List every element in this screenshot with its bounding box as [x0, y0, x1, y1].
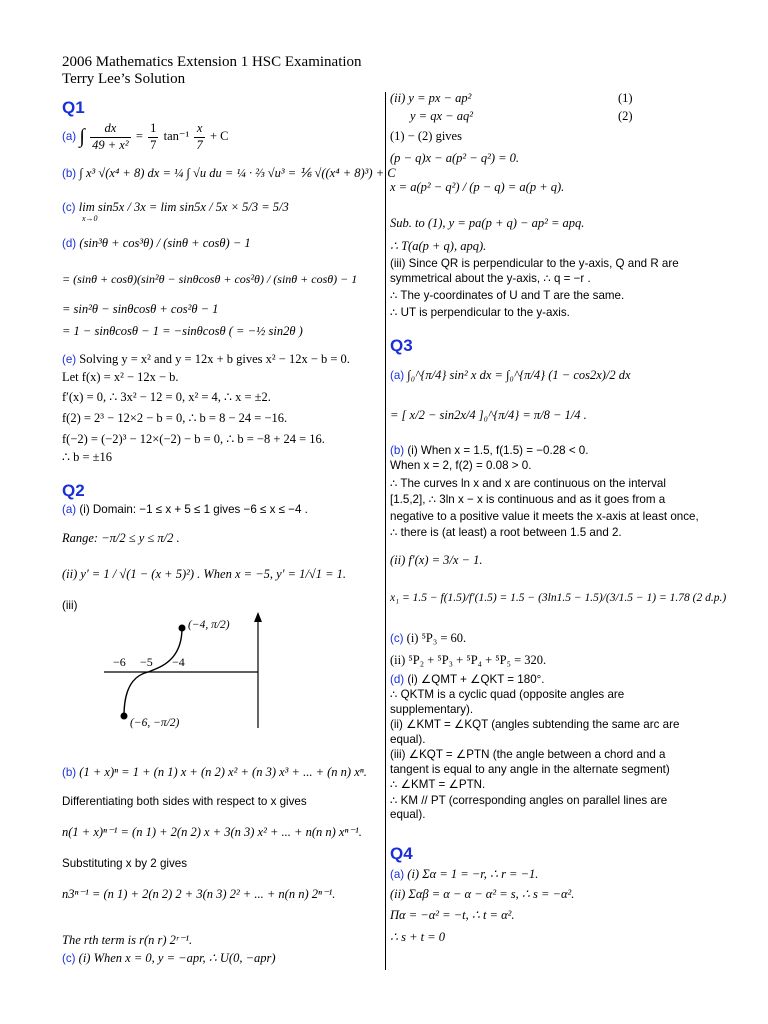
q1-d-line-4: = 1 − sinθcosθ − 1 = −sinθcosθ ( = −½ sin2θ ) [62, 324, 303, 338]
point-label-top: (−4, π/2) [188, 619, 230, 631]
q1-d-line-3: = sin²θ − sinθcosθ + cos²θ − 1 [62, 302, 219, 316]
q3-d-line-7: tangent is equal to any angle in the alternate segment) [390, 762, 670, 776]
q3-b-line-7: (ii) f′(x) = 3/x − 1. [390, 552, 483, 567]
q3-a-line-2: = [ x/2 − sin2x/4 ]₀^{π/4} = π/8 − 1/4 . [390, 407, 587, 422]
header-author: Terry Lee’s Solution [62, 71, 186, 88]
document-header [62, 54, 362, 89]
q3-part-b [390, 444, 726, 605]
q1-a-den: 49 + x² [92, 137, 129, 152]
q1-a-coef-den: 7 [150, 137, 157, 152]
q1-c-limit-subscript: x→0 [82, 214, 98, 223]
q1-a-arg-den: 7 [196, 137, 203, 152]
equation-tag-1: (1) [618, 91, 633, 105]
q3-b-line-5: negative to a positive value it meets the x-axis at least once, [390, 509, 699, 523]
q1-a-label: (a) [62, 130, 77, 144]
q2-part-c [62, 951, 276, 967]
q1-a-coef-num: 1 [148, 121, 158, 138]
q1-e-line-1: Solving y = x² and y = 12x + b gives x² − 12x − b = 0. [76, 352, 350, 366]
q1-b-label: (b) [62, 167, 77, 180]
q1-e-line-4: f(2) = 2³ − 12×2 − b = 0, ∴ b = 8 − 24 = −16. [62, 410, 288, 425]
q1-part-b [62, 166, 396, 182]
q2-b-line-4: Substituting x by 2 gives [62, 856, 188, 870]
q2-c-iii-line-2: symmetrical about the y-axis, ∴ q = −r . [390, 271, 591, 285]
q2-c-line-1: (i) When x = 0, y = −apr, ∴ U(0, −apr) [75, 951, 276, 965]
q4-a-line-3: Πα = −α² = −t, ∴ t = α². [390, 908, 515, 923]
q3-b-line-6: ∴ there is (at least) a root between 1.5 and 2. [390, 526, 622, 540]
q2-a-line-2: Range: −π/2 ≤ y ≤ π/2 . [62, 531, 180, 546]
q3-part-c [390, 631, 546, 668]
q2-a-label: (a) [62, 503, 77, 516]
q3-b-line-2: When x = 2, f(2) = 0.08 > 0. [390, 459, 532, 473]
q1-e-line-3: f′(x) = 0, ∴ 3x² − 12 = 0, x² = 4, ∴ x = ±2. [62, 390, 271, 405]
q2-b-line-2: Differentiating both sides with respect to x gives [62, 794, 307, 808]
q2-b-line-1: (1 + x)ⁿ = 1 + (n 1) x + (n 2) x² + (n 3) x³ + ... + (n n) xⁿ. [76, 765, 367, 779]
q1-part-a [62, 121, 228, 153]
q3-b-line-3: ∴ The curves ln x and x are continuous on the interval [390, 476, 666, 490]
q1-e-line-2: Let f(x) = x² − 12x − b. [62, 369, 179, 384]
q2-c-ii-line-3: (1) − (2) gives [390, 129, 462, 143]
q3-d-line-1: (i) ∠QMT + ∠QKT = 180°. [404, 673, 545, 686]
q3-d-line-8: ∴ ∠KMT = ∠PTN. [390, 778, 486, 792]
q3-c-line-1: (i) ⁵P₃ = 60. [403, 631, 467, 645]
q4-heading: Q4 [390, 844, 413, 863]
q2-b-label: (b) [62, 766, 77, 779]
q3-heading: Q3 [390, 336, 413, 355]
x-tick-neg6: −6 [113, 655, 126, 669]
q1-d-label: (d) [62, 237, 77, 250]
endpoint-bottom [121, 713, 128, 720]
q1-a-coef [148, 121, 158, 153]
q2-c-continued [390, 91, 720, 320]
q2-c-iii-line-4: ∴ UT is perpendicular to the y-axis. [390, 305, 570, 319]
q4-part-a [390, 867, 574, 946]
q3-b-line-8: x₁ = 1.5 − f(1.5)/f′(1.5) = 1.5 − (3ln1.5 − 1.5)/(3/1.5 − 1) = 1.78 (2 d.p.) [390, 591, 727, 604]
q1-b-expression: ∫ x³ √(x⁴ + 8) dx = ¼ ∫ √u du = ¼ · ⅔ √u³ = ⅙ √((x⁴ + 8)³) + C [79, 166, 396, 180]
q2-b-line-6: The rth term is r(n r) 2ʳ⁻¹. [62, 932, 193, 947]
point-label-bottom: (−6, −π/2) [130, 717, 180, 729]
q3-d-line-4: (ii) ∠KMT = ∠KQT (angles subtending the same arc are [390, 718, 680, 732]
q2-c-ii-line-5: x = a(p² − q²) / (p − q) = a(p + q). [390, 180, 565, 195]
q3-d-label: (d) [390, 673, 405, 686]
q1-part-d [62, 236, 251, 252]
q2-part-b [62, 765, 367, 948]
q2-part-a [62, 503, 346, 613]
q3-d-line-6: (iii) ∠KQT = ∠PTN (the angle between a chord and a [390, 748, 666, 762]
endpoint-top [179, 625, 186, 632]
q1-e-line-5: f(−2) = (−2)³ − 12×(−2) − b = 0, ∴ b = −8 + 24 = 16. [62, 431, 325, 446]
q1-a-arg-num: x [194, 121, 204, 138]
q3-c-line-2: (ii) ⁵P₂ + ⁵P₃ + ⁵P₄ + ⁵P₅ = 320. [390, 652, 547, 667]
q3-a-label: (a) [390, 369, 405, 382]
arcsin-graph [100, 610, 350, 740]
q2-c-ii-line-2: y = qx − aq² [410, 109, 473, 123]
q1-part-c [62, 200, 289, 223]
q3-part-a [390, 368, 631, 423]
integral-sign: ∫ [79, 125, 85, 148]
q2-b-line-5: n3ⁿ⁻¹ = (n 1) + 2(n 2) 2 + 3(n 3) 2² + ... + n(n n) 2ⁿ⁻¹. [62, 887, 336, 902]
equation-tag-2: (2) [618, 109, 633, 123]
q4-a-line-2: (ii) Σαβ = α − α − α² = s, ∴ s = −α². [390, 886, 575, 901]
q1-part-e [62, 352, 350, 466]
q1-a-arg [194, 121, 204, 153]
q2-c-label: (c) [62, 952, 76, 965]
q1-a-arctan: tan⁻¹ [163, 129, 190, 144]
q3-c-label: (c) [390, 632, 404, 645]
q2-c-ii-line-7: ∴ T(a(p + q), apq). [390, 238, 487, 253]
q1-a-constant: + C [209, 129, 229, 144]
q1-e-line-6: ∴ b = ±16 [62, 450, 112, 465]
q2-c-ii-line-4: (p − q)x − a(p² − q²) = 0. [390, 150, 520, 165]
q3-d-line-3: supplementary). [390, 702, 474, 716]
q1-a-fraction [90, 121, 130, 153]
q2-a-line-4: (iii) [62, 598, 78, 612]
q1-a-num: dx [90, 121, 130, 138]
q2-c-iii-line-3: ∴ The y-coordinates of U and T are the same. [390, 289, 625, 303]
q3-d-line-2: ∴ QKTM is a cyclic quad (opposite angles are [390, 688, 625, 702]
q1-d-line-2: = (sinθ + cosθ)(sin²θ − sinθcosθ + cos²θ) / (sinθ + cosθ) − 1 [62, 272, 358, 286]
q2-c-iii-line-1: (iii) Since QR is perpendicular to the y-axis, Q and R are [390, 257, 679, 271]
q2-c-ii-line-6: Sub. to (1), y = pa(p + q) − ap² = apq. [390, 215, 585, 230]
q4-a-label: (a) [390, 868, 405, 881]
q3-part-d [390, 673, 679, 823]
header-title: 2006 Mathematics Extension 1 HSC Examination [62, 54, 362, 70]
x-tick-neg5: −5 [140, 655, 153, 669]
q2-a-line-3: (ii) y′ = 1 / √(1 − (x + 5)²) . When x = −5, y′ = 1/√1 = 1. [62, 567, 347, 582]
q1-e-label: (e) [62, 353, 77, 366]
q4-a-line-4: ∴ s + t = 0 [390, 929, 446, 944]
q3-b-label: (b) [390, 444, 405, 457]
q3-d-line-9: ∴ KM // PT (corresponding angles on parallel lines are [390, 793, 668, 807]
q3-d-line-5: equal). [390, 732, 426, 746]
q3-d-line-10: equal). [390, 808, 426, 822]
q2-c-ii-line-1: (ii) y = px − ap² [390, 91, 472, 105]
q3-a-line-1: ∫₀^{π/4} sin² x dx = ∫₀^{π/4} (1 − cos2x)/2 dx [404, 368, 631, 382]
q4-a-line-1: (i) Σα = 1 = −r, ∴ r = −1. [404, 867, 539, 881]
column-divider [385, 92, 386, 970]
q2-b-line-3: n(1 + x)ⁿ⁻¹ = (n 1) + 2(n 2) x + 3(n 3) x² + ... + n(n n) xⁿ⁻¹. [62, 825, 362, 840]
q1-a-eq: = [135, 129, 143, 144]
y-axis-arrow [254, 612, 262, 622]
q3-b-line-1: (i) When x = 1.5, f(1.5) = −0.28 < 0. [404, 444, 589, 457]
q1-c-label: (c) [62, 201, 76, 214]
q1-c-expression: lim sin5x / 3x = lim sin5x / 5x × 5/3 = 5/3 [78, 200, 289, 214]
q3-b-line-4: [1.5,2], ∴ 3ln x − x is continuous and as it goes from a [390, 493, 666, 507]
x-tick-neg4: −4 [172, 655, 185, 669]
q2-a-line-1: (i) Domain: −1 ≤ x + 5 ≤ 1 gives −6 ≤ x ≤ −4 . [76, 503, 308, 516]
q2-heading: Q2 [62, 481, 85, 500]
q1-d-line-1: (sin³θ + cos³θ) / (sinθ + cosθ) − 1 [79, 236, 251, 250]
q1-heading: Q1 [62, 98, 85, 117]
